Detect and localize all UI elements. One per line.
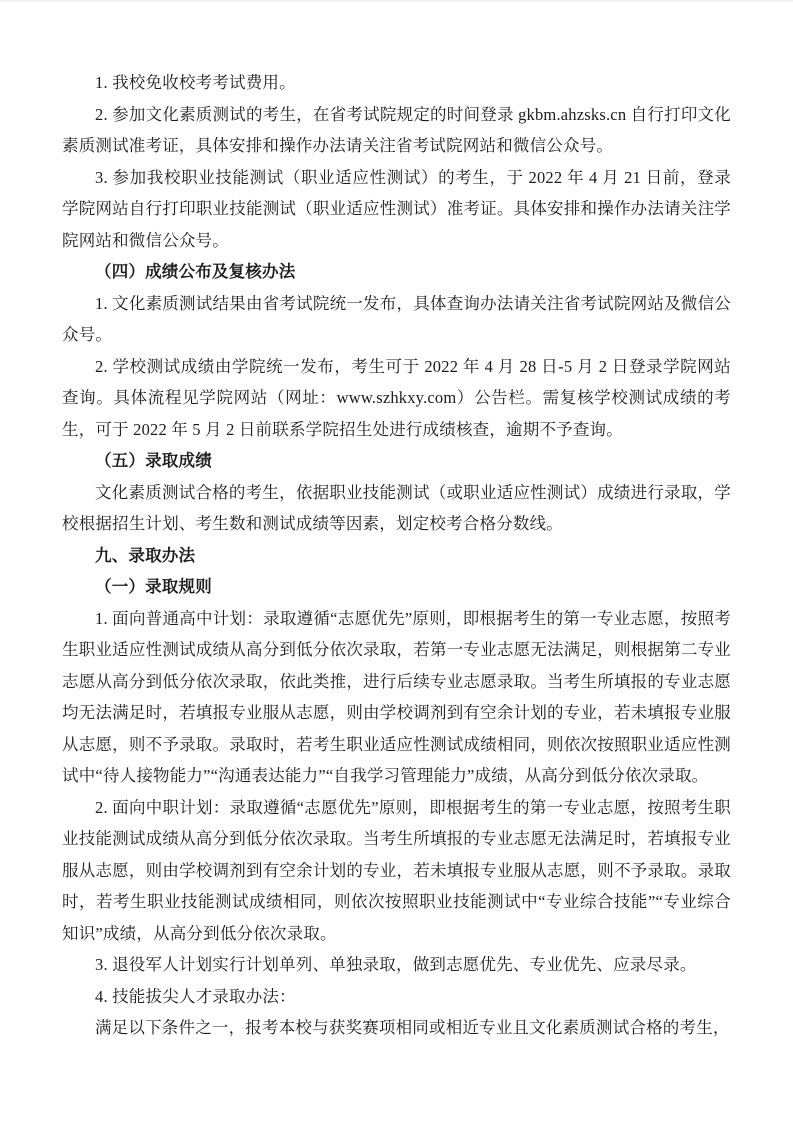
paragraph: 满足以下条件之一，报考本校与获奖赛项相同或相近专业且文化素质测试合格的考生，: [95, 1018, 730, 1037]
paragraph: 2. 参加文化素质测试的考生，在省考试院规定的时间登录 gkbm.ahzsks.cn 自行打印文化素质测试准考证，具体安排和操作办法请关注省考试院网站和微信公众号。: [62, 104, 731, 155]
paragraph: 3. 参加我校职业技能测试（职业适应性测试）的考生，于 2022 年 4 月 21 日前，登录学院网站自行打印职业技能测试（职业适应性测试）准考证。具体安排和操作办法请关注学院网站和微信公众号。: [62, 167, 731, 250]
paragraph: 1. 我校免收校考考试费用。: [95, 73, 296, 92]
paragraph: 4. 技能拔尖人才录取办法：: [95, 986, 296, 1006]
paragraph: 2. 学校测试成绩由学院统一发布，考生可于 2022 年 4 月 28 日-5 月 2 日登录学院网站查询。具体流程见学院网站（网址：www.szhkxy.com）公告栏。需复核学校测试成绩的考生，可于 2022 年 5 月 2 日前联系学院招生处进行成绩核查，逾期不予查询。: [62, 356, 731, 439]
paragraph: 文化素质测试合格的考生，依据职业技能测试（或职业适应性测试）成绩进行录取，学校根据招生计划、考生数和测试成绩等因素，划定校考合格分数线。: [62, 482, 731, 533]
section-heading: （五）录取成绩: [95, 451, 212, 470]
paragraph: 1. 文化素质测试结果由省考试院统一发布，具体查询办法请关注省考试院网站及微信公众号。: [62, 293, 731, 344]
paragraph: 2. 面向中职计划：录取遵循“志愿优先”原则，即根据考生的第一专业志愿，按照考生职业技能测试成绩从高分到低分依次录取。当考生所填报的专业志愿无法满足时，若填报专业服从志愿，则由学校调剂到有空余计划的专业，若未填报专业服从志愿，则不予录取。录取时，若考生职业技能测试成绩相同，则依次按照职业技能测试中“专业综合技能”“专业综合知识”成绩，从高分到低分依次录取。: [62, 797, 731, 943]
section-heading: （四）成绩公布及复核办法: [95, 262, 296, 281]
section-heading: （一）录取规则: [95, 577, 212, 596]
paragraph: 3. 退役军人计划实行计划单列、单独录取，做到志愿优先、专业优先、应录尽录。: [95, 955, 697, 974]
page-top-edge: [0, 0, 793, 2]
section-heading: 九、录取办法: [95, 545, 196, 565]
document-body: [62, 67, 731, 1044]
paragraph: 1. 面向普通高中计划：录取遵循“志愿优先”原则，即根据考生的第一专业志愿，按照考生职业适应性测试成绩从高分到低分依次录取，若第一专业志愿无法满足，则根据第二专业志愿从高分到低分依次录取，依此类推，进行后续专业志愿录取。当考生所填报的专业志愿均无法满足时，若填报专业服从志愿，则由学校调剂到有空余计划的专业，若未填报专业服从志愿，则不予录取。录取时，若考生职业适应性测试成绩相同，则依次按照职业适应性测试中“待人接物能力”“沟通表达能力”“自我学习管理能力”成绩，从高分到低分依次录取。: [62, 608, 731, 785]
